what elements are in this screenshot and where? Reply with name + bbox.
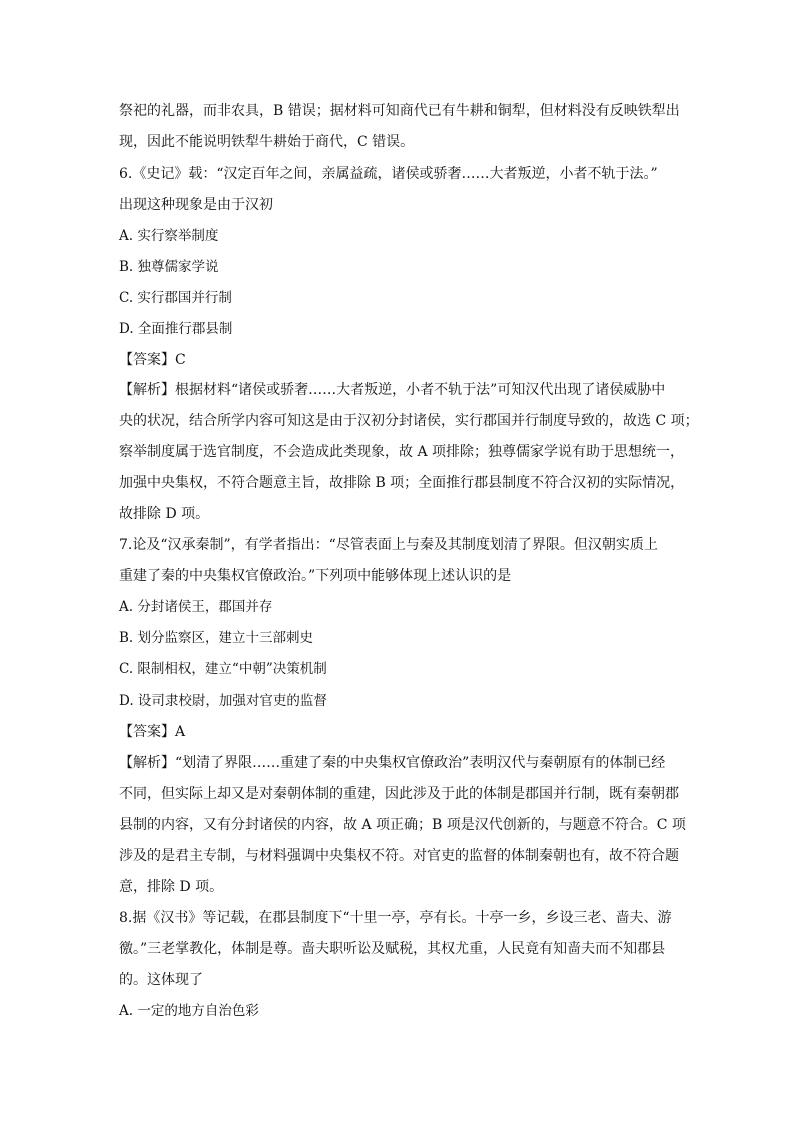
question-6-stem: 出现这种现象是由于汉初 bbox=[119, 197, 273, 213]
question-6-option-c: C. 实行郡国并行制 bbox=[119, 290, 232, 306]
question-8-option-a: A. 一定的地方自治色彩 bbox=[119, 1003, 259, 1019]
question-7-option-a: A. 分封诸侯王，郡国并存 bbox=[119, 599, 273, 615]
prev-explanation-line: 祭祀的礼器，而非农具，B 错误；据材料可知商代已有牛耕和铜犁，但材料没有反映铁犁出 bbox=[119, 103, 680, 119]
question-7-analysis: 不同，但实际上却又是对秦朝体制的重建，因此涉及于此的体制是郡国并行制，既有秦朝郡 bbox=[119, 786, 679, 802]
question-6-option-a: A. 实行察举制度 bbox=[119, 228, 219, 244]
question-7-analysis: 县制的内容，又有分封诸侯的内容，故 A 项正确；B 项是汉代创新的，与题意不符合。C 项 bbox=[119, 817, 686, 833]
question-8-stem: 8.据《汉书》等记载，在郡县制度下“十里一亭，亭有长。十亭一乡，乡设三老、啬夫、游 bbox=[119, 910, 672, 926]
question-7-option-c: C. 限制相权，建立“中朝”决策机制 bbox=[119, 661, 327, 677]
question-8-stem: 徼。”三老掌教化，体制是尊。啬夫职听讼及赋税，其权尤重，人民竟有知啬夫而不知郡县 bbox=[119, 941, 666, 957]
question-6-analysis: 故排除 D 项。 bbox=[119, 506, 210, 522]
question-6-answer: 【答案】C bbox=[119, 352, 186, 368]
prev-explanation-line: 现，因此不能说明铁犁牛耕始于商代，C 错误。 bbox=[119, 134, 415, 150]
question-6-analysis: 加强中央集权，不符合题意主旨，故排除 B 项；全面推行郡县制度不符合汉初的实际情况， bbox=[119, 475, 685, 491]
question-8-stem: 的。这体现了 bbox=[119, 972, 203, 988]
question-6-analysis: 央的状况，结合所学内容可知这是由于汉初分封诸侯，实行郡国并行制度导致的，故选 C 项； bbox=[119, 413, 699, 429]
question-6-analysis: 【解析】根据材料“诸侯或骄奢……大者叛逆，小者不轨于法”可知汉代出现了诸侯威胁中 bbox=[119, 382, 666, 398]
question-6-analysis: 察举制度属于选官制度，不会造成此类现象，故 A 项排除；独尊儒家学说有助于思想统一， bbox=[119, 444, 685, 460]
question-6-option-b: B. 独尊儒家学说 bbox=[119, 259, 219, 275]
question-7-answer: 【答案】A bbox=[119, 724, 186, 740]
question-7-analysis: 涉及的是君主专制，与材料强调中央集权不符。对官吏的监督的体制秦朝也有，故不符合题 bbox=[119, 848, 679, 864]
question-7-stem: 重建了秦的中央集权官僚政治。”下列项中能够体现上述认识的是 bbox=[119, 568, 512, 584]
question-7-analysis: 【解析】“划清了界限……重建了秦的中央集权官僚政治”表明汉代与秦朝原有的体制已经 bbox=[119, 755, 666, 771]
question-7-stem: 7.论及“汉承秦制”，有学者指出：“尽管表面上与秦及其制度划清了界限。但汉朝实质上 bbox=[119, 537, 658, 553]
question-6-stem: 6.《史记》载：“汉定百年之间，亲属益疏，诸侯或骄奢……大者叛逆，小者不轨于法。” bbox=[119, 166, 658, 182]
question-7-analysis: 意，排除 D 项。 bbox=[119, 879, 224, 895]
question-7-option-d: D. 设司隶校尉，加强对官吏的监督 bbox=[119, 693, 327, 709]
question-6-option-d: D. 全面推行郡县制 bbox=[119, 321, 233, 337]
question-7-option-b: B. 划分监察区，建立十三部刺史 bbox=[119, 630, 314, 646]
